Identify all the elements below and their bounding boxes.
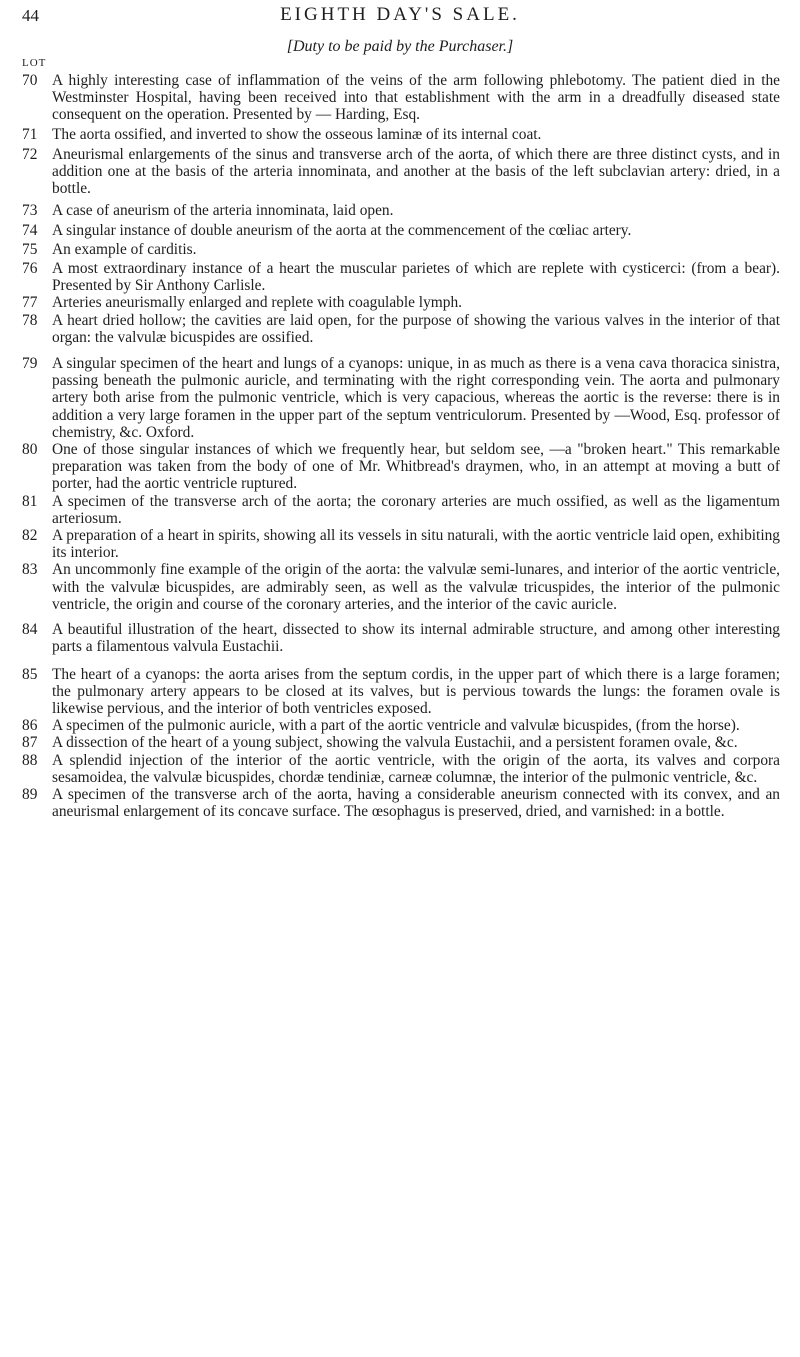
lot-description: A singular specimen of the heart and lungs of a cyanops: unique, in as much as there is a vena cava thoracica sinistra, passing beneath the pulmonic auricle, and terminating with the right corresponding vein. The aorta and pulmonary artery both arise from the pulmonic ventricle, which is very capacious, whereas the aortic is the reverse: there is in addition a very large foramen in the upper part of the septum ventriculorum. Presented by —Wood, Esq. professor of chemistry, &c. Oxford. xyxy=(52,355,780,441)
lot-description: A preparation of a heart in spirits, showing all its vessels in situ naturali, with the aortic ventricle laid open, exhibiting its interior. xyxy=(52,527,780,562)
lot-description: A most extraordinary instance of a heart the muscular parietes of which are replete with cysticerci: (from a bear). Presented by Sir Anthony Carlisle. xyxy=(52,260,780,295)
page-number: 44 xyxy=(22,6,39,25)
lot-entry xyxy=(0,222,800,239)
lot-entry xyxy=(0,202,800,219)
lot-entry xyxy=(0,786,800,820)
lot-description: A splendid injection of the interior of the aortic ventricle, with the origin of the aorta, its valves and corpora sesamoidea, the valvulæ bicuspides, chordæ tendiniæ, carneæ columnæ, the interior of the pulmonic ventricle, &c. xyxy=(52,751,780,786)
lot-entry xyxy=(0,734,800,751)
lot-description: Aneurismal enlargements of the sinus and transverse arch of the aorta, of which there are three distinct cysts, and in addition one at the basis of the arteria innominata, and another at the basis of the left subclavian artery: dried, in a bottle. xyxy=(52,145,780,198)
lot-entry xyxy=(0,72,800,124)
lot-number: 88 xyxy=(22,751,38,769)
duty-note: [Duty to be paid by the Purchaser.] xyxy=(286,38,514,55)
lot-entry xyxy=(0,146,800,198)
lot-entry xyxy=(0,312,800,346)
lot-number: 73 xyxy=(22,202,38,220)
running-head: EIGHTH DAY'S SALE. xyxy=(280,4,520,25)
lot-number: 87 xyxy=(22,734,38,752)
lot-number: 74 xyxy=(22,221,38,239)
lot-number: 86 xyxy=(22,717,38,735)
lot-description: Arteries aneurismally enlarged and replete with coagulable lymph. xyxy=(52,294,462,312)
lot-entry xyxy=(0,752,800,786)
lot-number: 77 xyxy=(22,294,38,312)
lot-description: A heart dried hollow; the cavities are laid open, for the purpose of showing the various valves in the interior of that organ: the valvulæ bicuspides are ossified. xyxy=(52,311,780,346)
lot-number: 71 xyxy=(22,125,38,143)
lot-number: 83 xyxy=(22,561,38,579)
lot-description: An example of carditis. xyxy=(52,240,197,258)
lot-description: A specimen of the transverse arch of the aorta; the coronary arteries are much ossified, as well as the ligamentum arteriosum. xyxy=(52,492,780,527)
lot-number: 79 xyxy=(22,355,38,373)
lot-entry xyxy=(0,666,800,718)
lot-description: A specimen of the transverse arch of the aorta, having a considerable aneurism connected with its convex, and an aneurismal enlargement of its concave surface. The œsophagus is preserved, dried, and varnished: in a bottle. xyxy=(52,785,780,821)
lot-list xyxy=(0,72,800,820)
lot-description: A case of aneurism of the arteria innominata, laid open. xyxy=(52,202,394,220)
lot-entry xyxy=(0,621,800,655)
lot-number: 84 xyxy=(22,621,38,639)
lot-number: 76 xyxy=(22,260,38,278)
lot-description: A beautiful illustration of the heart, dissected to show its internal admirable structure, and among other interesting parts a filamentous valvula Eustachii. xyxy=(52,621,780,656)
lot-entry xyxy=(0,441,800,493)
lot-number: 81 xyxy=(22,492,38,510)
lot-entry xyxy=(0,717,800,734)
lot-number: 70 xyxy=(22,72,38,89)
lot-description: A dissection of the heart of a young subject, showing the valvula Eustachii, and a persistent foramen ovale, &c. xyxy=(52,734,738,752)
lot-number: 89 xyxy=(22,785,38,803)
lot-number: 75 xyxy=(22,240,38,258)
lot-column-label: LOT xyxy=(22,57,47,69)
lot-number: 80 xyxy=(22,441,38,459)
lot-entry xyxy=(0,241,800,258)
lot-number: 82 xyxy=(22,527,38,545)
lot-number: 72 xyxy=(22,145,38,163)
lot-number: 78 xyxy=(22,311,38,329)
lot-entry xyxy=(0,126,800,143)
lot-entry xyxy=(0,294,800,311)
lot-entry xyxy=(0,527,800,561)
lot-entry xyxy=(0,493,800,527)
lot-description: The heart of a cyanops: the aorta arises from the septum cordis, in the upper part of which there is a large foramen; the pulmonary artery appears to be closed at its valves, but is pervious towards the lungs: the foramen ovale is likewise pervious, and the interior of both ventricles exposed. xyxy=(52,665,780,717)
lot-description: The aorta ossified, and inverted to show the osseous laminæ of its internal coat. xyxy=(52,125,542,143)
lot-entry xyxy=(0,561,800,613)
lot-description: A highly interesting case of inflammation of the veins of the arm following phlebotomy. The patient died in the Westminster Hospital, having been received into that establishment with the arm in a dreadfully diseased state consequent on the operation. Presented by — Harding, Esq. xyxy=(52,72,780,124)
lot-description: A singular instance of double aneurism of the aorta at the commencement of the cœliac artery. xyxy=(52,221,632,239)
lot-description: An uncommonly fine example of the origin of the aorta: the valvulæ semi-lunares, and interior of the aortic ventricle, with the valvulæ bicuspides, are admirably seen, as well as the valvulæ tricuspides, the interior of the pulmonic ventricle, the origin and course of the coronary arteries, and the interior of the cavic auricle. xyxy=(52,561,780,613)
lot-entry xyxy=(0,355,800,441)
lot-number: 85 xyxy=(22,665,38,683)
lot-entry xyxy=(0,260,800,294)
lot-description: A specimen of the pulmonic auricle, with a part of the aortic ventricle and valvulæ bicuspides, (from the horse). xyxy=(52,717,740,735)
lot-description: One of those singular instances of which we frequently hear, but seldom see, —a "broken heart." This remarkable preparation was taken from the body of one of Mr. Whitbread's draymen, who, in an attempt at moving a butt of porter, had the aortic ventricle ruptured. xyxy=(52,441,780,493)
